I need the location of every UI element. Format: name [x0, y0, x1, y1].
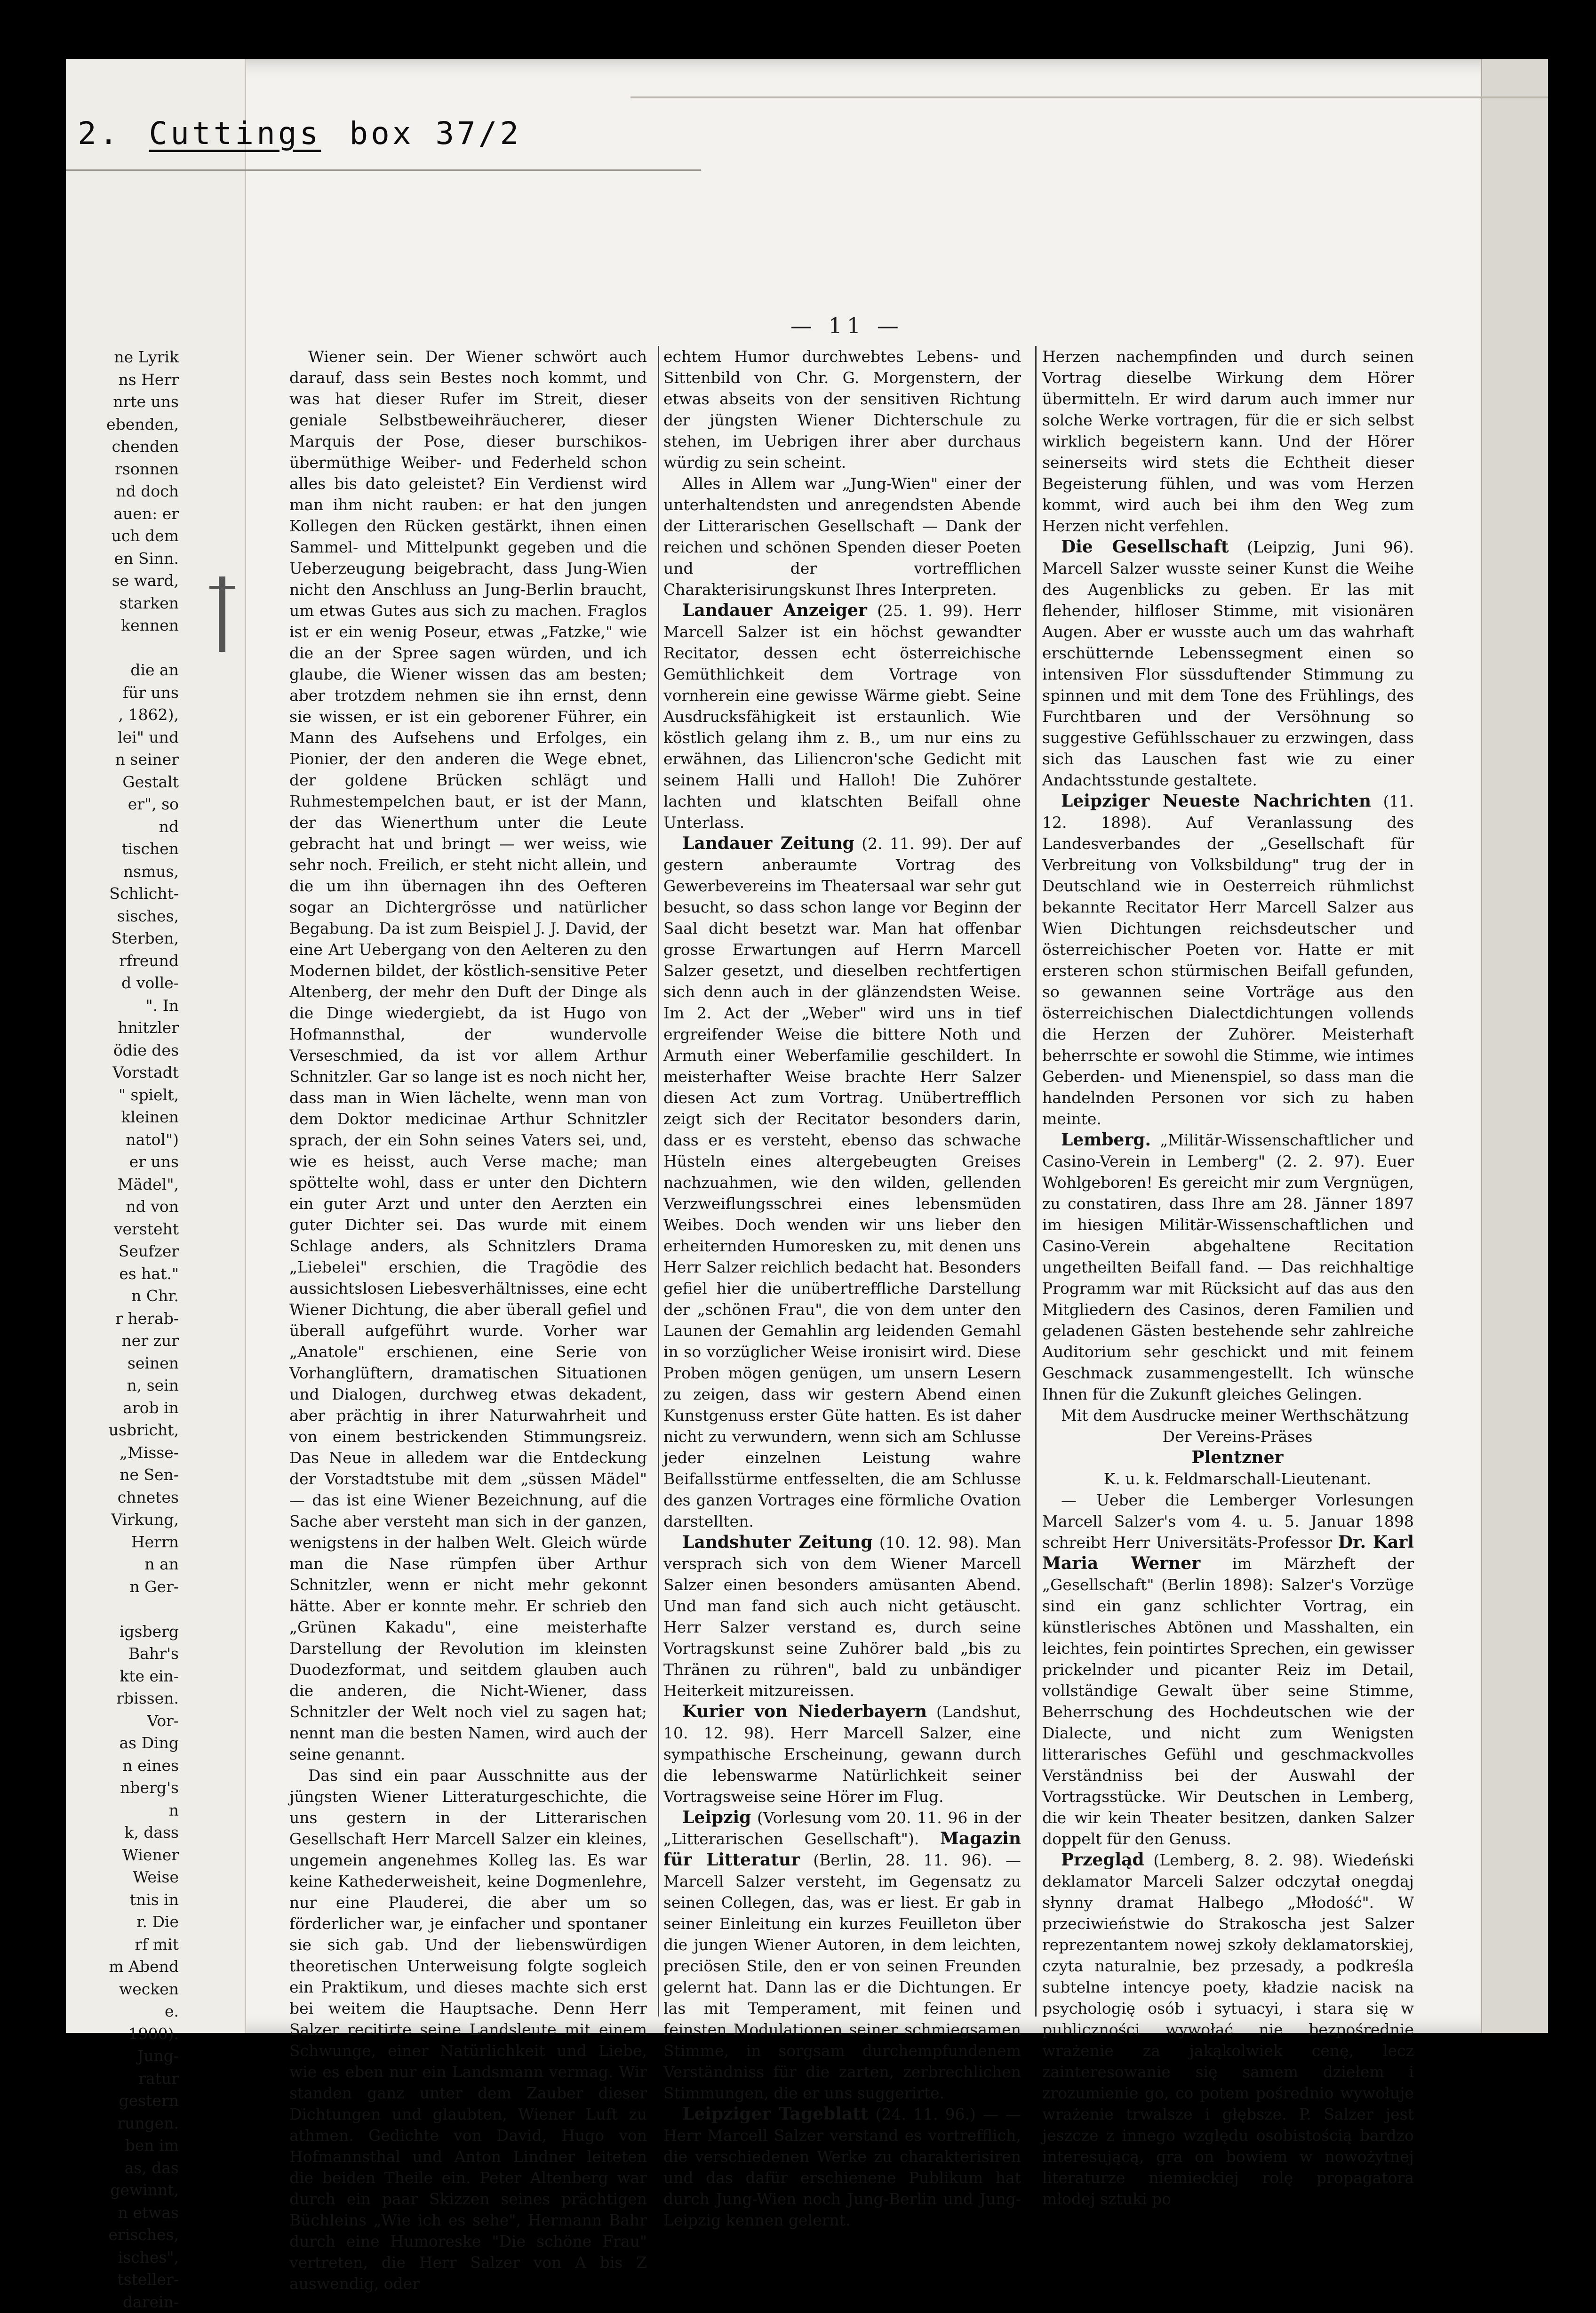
fragment-line: uch dem: [66, 525, 179, 547]
fragment-line: usbricht,: [66, 1419, 179, 1441]
fragment-line: rbissen.: [66, 1687, 179, 1710]
fragment-line: ne Lyrik: [66, 346, 179, 368]
fragment-line: d volle-: [66, 972, 179, 994]
paragraph: Przegląd (Lemberg, 8. 2. 98). Wiedeński deklamator Marceli Salzer odczytał onegdaj słynny dramat Halbego „Młodość". W przeciwieństwie do Strakoscha jest Salzer reprezentantem nowej szkoły deklamatorskiej, czyta naturalnie, bez przesady, a podkreśla subtelne intencye poety, kładzie nacisk na psychologię osób i sytuacyi, i stara się w publiczności wywołać nie bezpośrednie wrażenie za jakąkolwiek cenę, lecz zainteresowanie się samem dziełem i zrozumienie go, co potem pośrednio wywołuje wrażenie trwalsze i głębsze. P. Salzer jest jeszcze z innego względu osobistością bardzo interesującą, gra on bowiem w nowożytnej literaturze niemieckiej rolę propagatora młodej sztuki po: [1042, 1849, 1414, 2209]
fragment-line: Bahr's: [66, 1642, 179, 1665]
fragment-line: tnis in: [66, 1889, 179, 1911]
fragment-line: nrte uns: [66, 391, 179, 413]
fragment-line: sisches,: [66, 905, 179, 928]
fragment-line: rfreund: [66, 950, 179, 972]
fragment-line: rungen.: [66, 2112, 179, 2135]
fragment-line: wecken: [66, 1978, 179, 2001]
clipping-sheet: [66, 59, 1548, 2033]
fragment-line: ner zur: [66, 1329, 179, 1352]
fragment-line: er", so: [66, 793, 179, 816]
fragment-line: kte ein-: [66, 1665, 179, 1688]
fragment-line: nsmus,: [66, 860, 179, 883]
fragment-line: n: [66, 1799, 179, 1822]
fragment-line: ne Sen-: [66, 1464, 179, 1486]
source-name: Przegląd: [1061, 1850, 1144, 1870]
fragment-line: e.: [66, 2000, 179, 2023]
fragment-line: tsteller-: [66, 2268, 179, 2291]
fragment-line: seinen: [66, 1352, 179, 1375]
fragment-line: n eines: [66, 1754, 179, 1777]
fragment-line: gestern: [66, 2089, 179, 2112]
paragraph: — Ueber die Lemberger Vorlesungen Marcell Salzer's vom 4. u. 5. Januar 1898 schreibt Herr Universitäts-Professor Dr. Karl Maria Werner im Märzheft der „Gesellschaft" (Berlin 1898): Salzer's Vorzüge sind ein ganz schlichter Vortrag, ein künstlerisches Abtönen und Masshalten, ein leichtes, fein pointirtes Sprechen, ein gewisser prickelnder und picanter Reiz im Detail, vollständige Gewalt über seine Stimme, Beherrschung des Hochdeutschen wie der Dialecte, und nicht zum Wenigsten litterarisches Gefühl und geschmackvolles Verständniss bei der Auswahl der Vortragsstücke. Wir Deutschen in Lemberg, die wir kein Theater besitzen, danken Salzer doppelt für den Genuss.: [1042, 1489, 1414, 1849]
paragraph: Lemberg. „Militär-Wissenschaftlicher und Casino-Verein in Lemberg" (2. 2. 97). Euer Wohlgeboren! Es gereicht mir zum Vergnügen, zu constatiren, dass Ihre am 28. Jänner 1897 im hiesigen Militär-Wissenschaftlichen und Casino-Verein abgehaltene Recitation ungetheilten Beifall fand. — Das reichhaltige Programm war mit Rücksicht auf das aus den Mitgliedern des Casinos, deren Familien und geladenen Gästen bestehende sehr zahlreiche Auditorium sehr geschickt und mit feinem Geschmack zusammengestellt. Ich wünsche Ihnen für die Zukunft gleiches Gelingen.: [1042, 1129, 1414, 1405]
fragment-line: n Ger-: [66, 1576, 179, 1598]
fragment-line: n an: [66, 1553, 179, 1576]
fragment-line: Mädel",: [66, 1173, 179, 1196]
fragment-line: starken: [66, 592, 179, 615]
source-name: Landauer Anzeiger: [682, 600, 867, 620]
fragment-line: [66, 637, 179, 659]
fragment-line: kennen: [66, 614, 179, 637]
source-name: Landauer Zeitung: [682, 833, 854, 853]
fragment-line: arob in: [66, 1397, 179, 1419]
source-name: Landshuter Zeitung: [682, 1532, 873, 1552]
fragment-line: auen: er: [66, 503, 179, 525]
fragment-line: n etwas: [66, 2201, 179, 2224]
fragment-line: as, das: [66, 2157, 179, 2179]
fragment-line: nd von: [66, 1195, 179, 1218]
fragment-line: nd: [66, 816, 179, 838]
header-rule: [66, 169, 701, 171]
paragraph: Alles in Allem war „Jung-Wien" einer der unterhaltendsten und anregendsten Abende der Litterarischen Gesellschaft — Dank der reichen und schönen Spenden dieser Poeten und der vortrefflichen Charakterisirungskunst Ihres Interpreten.: [663, 473, 1021, 600]
fragment-line: , 1862),: [66, 704, 179, 726]
fragment-line: r. Die: [66, 1911, 179, 1933]
paragraph: [1042, 1447, 1414, 1468]
left-column-fragments: [66, 346, 179, 2313]
text-column-1: [289, 346, 647, 2012]
fragment-line: die an: [66, 659, 179, 681]
fragment-line: Weise: [66, 1866, 179, 1889]
fragment-line: tischen: [66, 838, 179, 860]
source-name: Leipziger Tageblatt: [682, 2104, 869, 2124]
source-name: Die Gesellschaft: [1061, 537, 1229, 557]
fragment-line: se ward,: [66, 569, 179, 592]
fragment-line: ratur: [66, 2067, 179, 2090]
fragment-line: Herrn: [66, 1531, 179, 1553]
source-name: Lemberg.: [1061, 1130, 1151, 1150]
paragraph: Landauer Zeitung (2. 11. 99). Der auf gestern anberaumte Vortrag des Gewerbevereins im Theatersaal war sehr gut besucht, so dass schon lange vor Beginn der Saal dicht besetzt war. Man hat offenbar grosse Erwartungen auf Herrn Marcell Salzer gesetzt, und dieselben rechtfertigen sich denn auch in der glänzendsten Weise. Im 2. Act der „Weber" wird uns in tief ergreifender Weise die bittere Noth und Armuth einer Weberfamilie geschildert. In meisterhafter Weise brachte Herr Salzer diesen Act zum Vortrag. Unübertrefflich zeigt sich der Recitator besonders darin, dass er es versteht, ebenso das schwache Hüsteln eines altergebeugten Greises nachzuahmen, wie den wilden, gellenden Verzweiflungsschrei eines lebensmüden Weibes. Doch wenden wir uns lieber den erheiternden Humoresken zu, mit denen uns Herr Salzer reichlich bedacht hat. Besonders gefiel hier die unübertreffliche Darstellung der „schönen Frau", die von dem unter den Launen der Gemahlin arg leidenden Gemahl in so vorzüglicher Weise ironisirt wird. Diese Proben mögen genügen, um unsern Lesern zu zeigen, dass wir gestern Abend einen Kunstgenuss erster Güte hatten. Es ist daher nicht zu verwundern, wenn sich am Schlusse jeder einzelnen Leistung wahre Beifallsstürme entfesselten, die am Schlusse des ganzen Vortrages eine förmliche Ovation darstellten.: [663, 833, 1021, 1532]
fragment-line: gewinnt,: [66, 2179, 179, 2201]
fragment-line: n seiner: [66, 748, 179, 771]
source-name: Leipziger Neueste Nachrichten: [1061, 791, 1371, 811]
fragment-line: ben im: [66, 2134, 179, 2157]
source-name: Dr. Karl Maria Werner: [1042, 1532, 1414, 1573]
fragment-line: k, dass: [66, 1821, 179, 1844]
paragraph: Das sind ein paar Ausschnitte aus der jüngsten Wiener Litteraturgeschichte, die uns gestern in der Litterarischen Gesellschaft Herr Marcell Salzer ein kleines, ungemein angenehmes Kolleg las. Es war keine Kathederweisheit, keine Dogmenlehre, nur eine Plauderei, die aber um so förderlicher war, je einfacher und spontaner sie sich gab. Und der liebenswürdigen theoretischen Unterweisung folgte sogleich ein Praktikum, und dieses machte sich erst bei weitem die Hauptsache. Denn Herr Salzer recitirte seine Landsleute mit einem Schwunge, einer Natürlichkeit und Liebe, wie es eben nur ein Landsmann vermag. Wir standen ganz unter dem Zauber dieser Dichtungen und glaubten, Wiener Luft zu athmen. Gedichte von David, Hugo von Hofmannsthal und Anton Lindner leiteten die beiden Theile ein. Peter Altenberg war durch ein paar Skizzen seines prächtigen Büchleins „Wie ich es sehe", Hermann Bahr durch eine Humoreske "Die schöne Frau" vertreten, die Herr Salzer von A bis Z auswendig, oder: [289, 1765, 647, 2294]
paragraph: Leipzig (Vorlesung vom 20. 11. 96 in der „Litterarischen Gesellschaft"). Magazin für Litteratur (Berlin, 28. 11. 96). — Marcell Salzer versteht, im Gegensatz zu seinen Collegen, das, was er liest. Er gab in seiner Einleitung ein kurzes Feuilleton über die jungen Wiener Autoren, in dem leichten, preciösen Stile, den er von seinen Freunden gelernt hat. Dann las er die Dichtungen. Er las mit Temperament, mit feinen und feinsten Modulationen seiner schmiegsamen Stimme, in sorgsam durchempfundenem Verständniss für die zarten, zerbrechlichen Stimmungen, die er uns suggerirte.: [663, 1807, 1021, 2104]
fragment-line: n Chr.: [66, 1285, 179, 1307]
fragment-line: " spielt,: [66, 1084, 179, 1106]
fragment-line: Vor-: [66, 1710, 179, 1732]
fragment-line: es hat.": [66, 1263, 179, 1285]
fragment-line: chenden: [66, 435, 179, 458]
paragraph: Landshuter Zeitung (10. 12. 98). Man versprach sich von dem Wiener Marcell Salzer einen besonders amüsanten Abend. Und man fand sich auch nicht getäuscht. Herr Salzer verstand es, durch seine Vortragskunst seine Zuhörer bald „bis zu Thränen zu rühren", bald zu unbändiger Heiterkeit mitzureissen.: [663, 1532, 1021, 1701]
column-separator: [1035, 346, 1037, 2017]
header-label: Cuttings: [149, 115, 321, 152]
fragment-line: hnitzler: [66, 1016, 179, 1039]
fragment-line: m Abend: [66, 1955, 179, 1978]
fragment-line: erisches,: [66, 2224, 179, 2246]
source-name: Leipzig: [682, 1808, 751, 1827]
fragment-line: Schlicht-: [66, 882, 179, 905]
paragraph: Kurier von Niederbayern (Landshut, 10. 12. 98). Herr Marcell Salzer, eine sympathische Erscheinung, gewann durch die lebenswarme Natürlichkeit seiner Vortragsweise seine Hörer im Flug.: [663, 1701, 1021, 1807]
fragment-line: isches",: [66, 2246, 179, 2269]
fragment-line: [66, 1598, 179, 1620]
paragraph: Landauer Anzeiger (25. 1. 99). Herr Marcell Salzer ist ein höchst gewandter Recitator, dessen echt österreichische Gemüthlichkeit dem Vortrage von vornherein eine gewisse Wärme giebt. Seine Ausdrucksfähigkeit ist erstaunlich. Wie köstlich gelang ihm z. B., um nur eins zu erwähnen, das Liliencron'sche Gedicht mit seinem Halli und Halloh! Die Zuhörer lachten und klatschten Beifall ohne Unterlass.: [663, 600, 1021, 833]
fragment-line: kleinen: [66, 1106, 179, 1128]
fragment-line: rf mit: [66, 1933, 179, 1956]
paragraph: Der Vereins-Präses: [1042, 1426, 1414, 1447]
text-column-2: [663, 346, 1021, 2012]
fragment-line: 1900).: [66, 2023, 179, 2045]
fragment-line: natol"): [66, 1128, 179, 1151]
fragment-line: chnetes: [66, 1486, 179, 1509]
fragment-line: nd doch: [66, 480, 179, 503]
paragraph: Leipziger Tageblatt (24. 11. 96.) — — Herr Marcell Salzer verstand es vortrefflich, die verschiedenen Werke zu charakterisiren und das dafür erschienene Publikum hat durch Jung-Wien noch Jung-Berlin und Jung-Leipzig kennen gelernt.: [663, 2104, 1021, 2231]
fragment-line: für uns: [66, 681, 179, 704]
fragment-line: ". In: [66, 994, 179, 1017]
source-name: Plentzner: [1192, 1448, 1284, 1467]
paragraph: Mit dem Ausdrucke meiner Werthschätzung: [1042, 1405, 1414, 1426]
fragment-line: en Sinn.: [66, 547, 179, 570]
fragment-line: Sterben,: [66, 927, 179, 950]
fragment-line: lei" und: [66, 726, 179, 749]
fragment-line: igsberg: [66, 1620, 179, 1643]
fragment-line: nberg's: [66, 1777, 179, 1799]
fragment-line: Wiener: [66, 1844, 179, 1866]
paragraph: Herzen nachempfinden und durch seinen Vortrag dieselbe Wirkung dem Hörer übermitteln. Er wird darum auch immer nur solche Werke vortragen, für die er sich selbst wirklich begeistern kann. Und der Hörer seinerseits wird stets die Echtheit dieser Begeisterung fühlen, und was vom Herzen kommt, wird auch bei ihm den Weg zum Herzen nicht verfehlen.: [1042, 346, 1414, 536]
paragraph: K. u. k. Feldmarschall-Lieutenant.: [1042, 1468, 1414, 1489]
fragment-line: er uns: [66, 1151, 179, 1173]
archive-header: [78, 115, 689, 172]
text-column-3: [1042, 346, 1414, 2012]
margin-mark-bar: [209, 586, 235, 589]
fragment-line: „Misse-: [66, 1441, 179, 1464]
fragment-line: darein-: [66, 2291, 179, 2313]
fragment-line: n, sein: [66, 1374, 179, 1397]
fragment-line: as Ding: [66, 1732, 179, 1754]
source-name: Magazin für Litteratur: [663, 1829, 1021, 1870]
fragment-line: ebenden,: [66, 413, 179, 436]
fragment-line: ns Herr: [66, 368, 179, 391]
paragraph: Wiener sein. Der Wiener schwört auch darauf, dass sein Bestes noch kommt, und was hat dieser Rufer im Streit, dieser geniale Selbstbeweihräucherer, dieser Marquis der Pose, dieser burschikos-übermüthige Weiber- und Federheld schon alles bis dato geleistet? Ein Verdienst wird man ihm nicht rauben: er hat den jungen Kollegen den Rücken gestärkt, ihnen einen Sammel- und Mittelpunkt gegeben und die Ueberzeugung beigebracht, dass Jung-Wien nicht den Anschluss an Jung-Berlin braucht, um etwas Gutes aus sich zu machen. Fraglos ist er ein wenig Poseur, etwas „Fatzke," wie die an der Spree sagen würden, und ich glaube, die Wiener wissen das am besten; aber trotzdem nehmen sie ihn ernst, denn sie wissen, er ist ein geborener Führer, ein Mann des Aufsehens und Erfolges, ein Pionier, der den anderen die Wege ebnet, der goldene Brücken schlägt und Ruhmestempelchen baut, er ist der Mann, der das Wienerthum unter die Leute gebracht hat und bringt — wer weiss, wie sehr noch. Freilich, er steht nicht allein, und die um ihn übernagen ihn des Oefteren sogar an Dichtergrösse und natürlicher Begabung. Da ist zum Beispiel J. J. David, der eine Art Uebergang von den Aelteren zu den Modernen bildet, der köstlich-sensitive Peter Altenberg, der mehr den Duft der Dinge als die Dinge wiedergiebt, da ist Hugo von Hofmannsthal, der wundervolle Verseschmied, da ist vor allem Arthur Schnitzler. Gar so lange ist es noch nicht her, dass man in Wien lächelte, wenn man von dem Doktor medicinae Arthur Schnitzler sprach, der ein Sohn seines Vaters sei, und, wie es heisst, auch Verse mache; man spöttelte wohl, dass er unter den Dichtern ein guter Arzt und unter den Aerzten ein guter Dichter sei. Das wurde mit einem Schlage anders, als Schnitzlers Drama „Liebelei" erschien, die Tragödie des aussichtslosen Liebesverhältnisses, eine echt Wiener Dichtung, die aber überall gefiel und überall aufgeführt wurde. Vorher war „Anatole" erschienen, eine Serie von Vorhanglüftern, dramatischen Situationen und Dialogen, durchweg etwas dekadent, aber prächtig in ihrer Naturwahrheit und von einem bestrickenden Stimmungsreiz. Das Neue in alledem war die Entdeckung der Vorstadtstube mit dem „süssen Mädel" — das ist eine Wiener Bezeichnung, auf die Sache aber versteht man sich in der ganzen, wenigstens in der halben Welt. Gleich würde man die Nase rümpfen über Arthur Schnitzler, wenn er nicht mehr gekonnt hätte. Aber er konnte mehr. Er schrieb den „Grünen Kakadu", eine meisterhafte Darstellung der Revolution im kleinsten Duodezformat, und seitdem glauben auch die anderen, die Nicht-Wiener, dass Schnitzler der Welt noch viel zu sagen hat; nennt man die besten Namen, wird auch der seine genannt.: [289, 346, 647, 1765]
header-number: 2.: [78, 115, 120, 152]
paragraph: Die Gesellschaft (Leipzig, Juni 96). Marcell Salzer wusste seiner Kunst die Weihe des Augenblicks zu geben. Er las mit flehender, hilfloser Stimme, mit visionären Augen. Aber er wusste auch um das wahrhaft erschütternde Lebenssegment einen so intensiven Flor süssduftender Stimmung zu spinnen und mit dem Tone des Frühlings, des Furchtbaren und der Versöhnung so suggestive Gefühlsschauer zu erzwingen, dass sich das Lauschen fast wie zu einer Andachtsstunde gestaltete.: [1042, 536, 1414, 791]
header-box: box 37/2: [349, 115, 521, 152]
column-separator: [658, 346, 659, 2017]
fragment-line: Seufzer: [66, 1240, 179, 1263]
page-edge: [1481, 59, 1548, 2033]
fragment-line: Virkung,: [66, 1508, 179, 1531]
fragment-line: Vorstadt: [66, 1061, 179, 1084]
paragraph: Leipziger Neueste Nachrichten (11. 12. 1898). Auf Veranlassung des Landesverbandes der „Gesellschaft für Verbreitung von Volksbildung" trug der in Deutschland wie in Oesterreich rühmlichst bekannte Recitator Herr Marcell Salzer aus Wien Dichtungen reichsdeutscher und österreichischer Poeten vor. Hatte er mit ersteren schon stürmischen Beifall gefunden, so gewannen seine Vorträge aus den österreichischen Dialectdichtungen vollends die Herzen der Zuhörer. Meisterhaft beherrschte er sowohl die Stimme, wie intimes Geberden- und Mienenspiel, so dass man die handelnden Personen vor sich zu haben meinte.: [1042, 791, 1414, 1129]
fragment-line: Jung-: [66, 2045, 179, 2067]
top-rule: [630, 96, 1548, 98]
fragment-line: ödie des: [66, 1039, 179, 1062]
fragment-line: versteht: [66, 1218, 179, 1241]
source-name: Kurier von Niederbayern: [682, 1702, 927, 1721]
fragment-line: r herab-: [66, 1307, 179, 1330]
fragment-line: Gestalt: [66, 771, 179, 793]
page-number: — 11 —: [790, 313, 903, 338]
fragment-line: rsonnen: [66, 458, 179, 480]
paragraph: echtem Humor durchwebtes Lebens- und Sittenbild von Chr. G. Morgenstern, der etwas abseits von der sensitiven Richtung der jüngsten Wiener Dichterschule zu stehen, im Uebrigen ihrer aber durchaus würdig zu sein scheint.: [663, 346, 1021, 473]
